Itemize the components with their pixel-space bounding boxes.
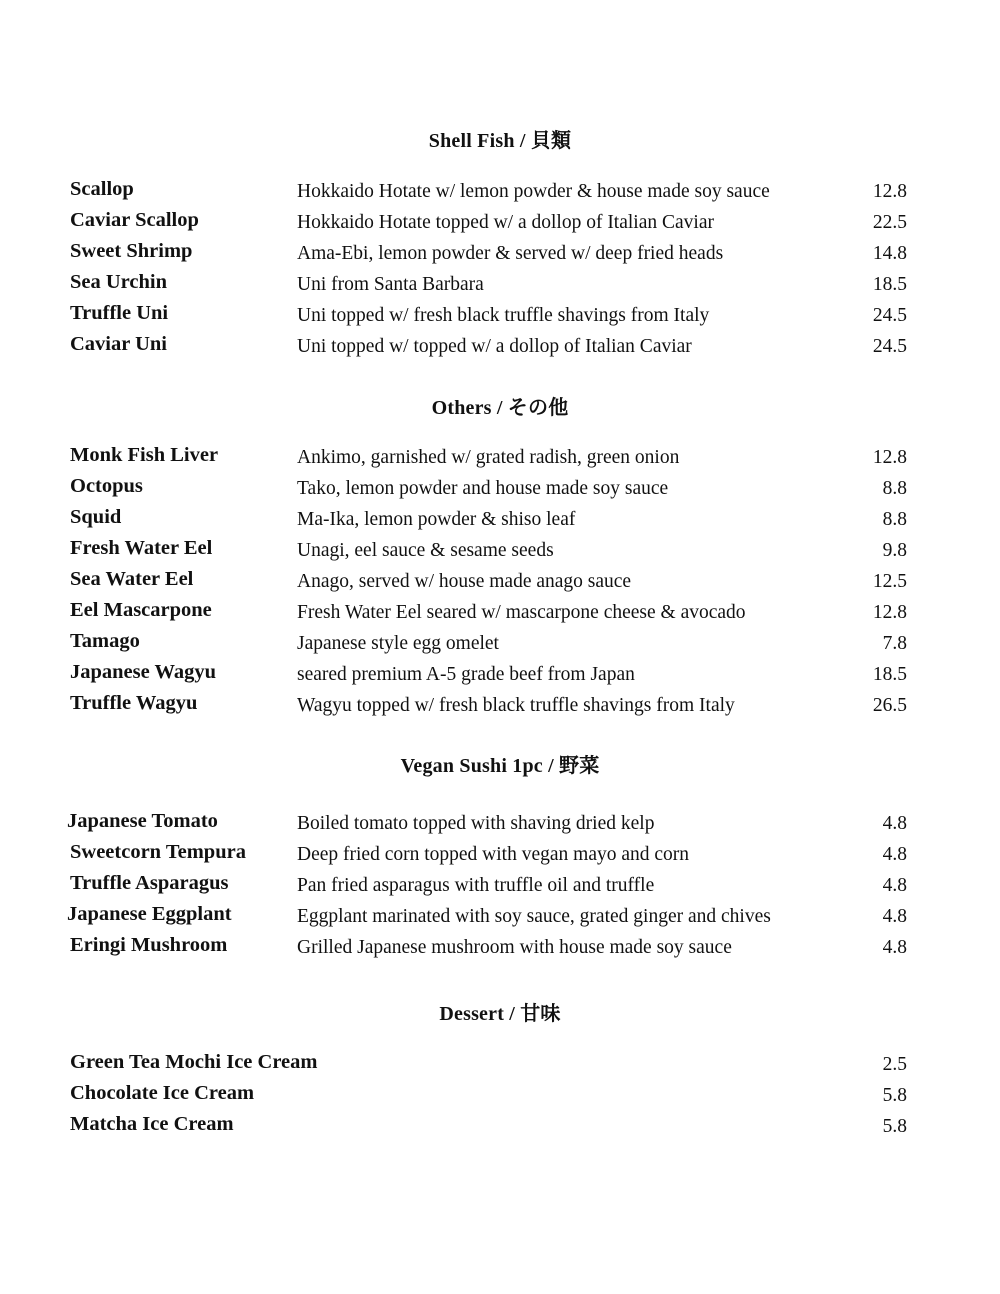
menu-item bbox=[0, 1081, 1000, 1111]
menu-item bbox=[0, 933, 1000, 963]
item-price: 24.5 bbox=[872, 336, 907, 357]
item-price: 4.8 bbox=[882, 937, 907, 958]
item-price: 14.8 bbox=[872, 243, 907, 264]
item-price: 4.8 bbox=[882, 875, 907, 896]
item-name: Green Tea Mochi Ice Cream bbox=[70, 1051, 318, 1073]
item-price: 8.8 bbox=[882, 478, 907, 499]
menu-item bbox=[0, 567, 1000, 597]
menu-item bbox=[0, 809, 1000, 839]
menu-item bbox=[0, 270, 1000, 300]
menu-item bbox=[0, 1112, 1000, 1142]
item-name: Sea Water Eel bbox=[70, 568, 194, 590]
item-name: Japanese Tomato bbox=[67, 810, 218, 832]
item-name: Truffle Uni bbox=[70, 302, 169, 324]
item-name: Caviar Scallop bbox=[70, 209, 199, 231]
menu-item bbox=[0, 871, 1000, 901]
item-description: Ankimo, garnished w/ grated radish, green onion bbox=[297, 447, 680, 468]
item-price: 12.5 bbox=[872, 571, 907, 592]
item-description: Uni topped w/ fresh black truffle shavings from Italy bbox=[297, 305, 710, 326]
item-name: Eringi Mushroom bbox=[70, 934, 228, 956]
menu-item bbox=[0, 208, 1000, 238]
item-price: 4.8 bbox=[882, 813, 907, 834]
item-name: Fresh Water Eel bbox=[70, 537, 213, 559]
item-name: Eel Mascarpone bbox=[70, 599, 212, 621]
item-description: Japanese style egg omelet bbox=[297, 633, 499, 654]
item-price: 5.8 bbox=[882, 1116, 907, 1137]
item-description: Grilled Japanese mushroom with house made soy sauce bbox=[297, 937, 732, 958]
item-price: 9.8 bbox=[882, 540, 907, 561]
item-name: Sea Urchin bbox=[70, 271, 168, 293]
section-title-dessert: Dessert / 甘味 bbox=[439, 1003, 561, 1025]
menu-item bbox=[0, 840, 1000, 870]
section-title-vegan-sushi: Vegan Sushi 1pc / 野菜 bbox=[400, 755, 600, 777]
item-name: Japanese Wagyu bbox=[70, 661, 217, 683]
item-price: 4.8 bbox=[882, 906, 907, 927]
item-description: Deep fried corn topped with vegan mayo and corn bbox=[297, 844, 690, 865]
menu-item bbox=[0, 1050, 1000, 1080]
item-description: Anago, served w/ house made anago sauce bbox=[297, 571, 632, 592]
menu-item bbox=[0, 332, 1000, 362]
item-name: Chocolate Ice Cream bbox=[70, 1082, 255, 1104]
item-price: 24.5 bbox=[872, 305, 907, 326]
item-price: 8.8 bbox=[882, 509, 907, 530]
item-price: 12.8 bbox=[872, 181, 907, 202]
item-name: Sweetcorn Tempura bbox=[70, 841, 246, 863]
item-price: 2.5 bbox=[882, 1054, 907, 1075]
item-name: Sweet Shrimp bbox=[70, 240, 193, 262]
menu-item bbox=[0, 902, 1000, 932]
menu-item bbox=[0, 660, 1000, 690]
item-description: Fresh Water Eel seared w/ mascarpone cheese & avocado bbox=[297, 602, 746, 623]
menu-item bbox=[0, 598, 1000, 628]
item-name: Octopus bbox=[70, 475, 143, 497]
item-description: Eggplant marinated with soy sauce, grated ginger and chives bbox=[297, 906, 771, 927]
section-title-shell-fish: Shell Fish / 貝類 bbox=[428, 130, 572, 152]
item-price: 12.8 bbox=[872, 602, 907, 623]
menu-item bbox=[0, 443, 1000, 473]
menu-item bbox=[0, 536, 1000, 566]
menu-item bbox=[0, 301, 1000, 331]
item-price: 7.8 bbox=[882, 633, 907, 654]
item-name: Truffle Asparagus bbox=[70, 872, 229, 894]
item-name: Scallop bbox=[70, 178, 134, 200]
item-description: Uni topped w/ topped w/ a dollop of Italian Caviar bbox=[297, 336, 692, 357]
menu-item bbox=[0, 505, 1000, 535]
item-name: Matcha Ice Cream bbox=[70, 1113, 234, 1135]
item-description: Hokkaido Hotate w/ lemon powder & house made soy sauce bbox=[297, 181, 770, 202]
item-description: Boiled tomato topped with shaving dried kelp bbox=[297, 813, 655, 834]
menu-item bbox=[0, 239, 1000, 269]
menu-item bbox=[0, 177, 1000, 207]
item-price: 5.8 bbox=[882, 1085, 907, 1106]
item-name: Squid bbox=[70, 506, 122, 528]
item-description: Hokkaido Hotate topped w/ a dollop of Italian Caviar bbox=[297, 212, 714, 233]
item-description: Ama-Ebi, lemon powder & served w/ deep fried heads bbox=[297, 243, 724, 264]
menu-item bbox=[0, 629, 1000, 659]
item-description: Pan fried asparagus with truffle oil and truffle bbox=[297, 875, 655, 896]
item-description: Uni from Santa Barbara bbox=[297, 274, 484, 295]
section-title-others: Others / その他 bbox=[431, 397, 569, 419]
menu-item bbox=[0, 691, 1000, 721]
item-name: Truffle Wagyu bbox=[70, 692, 198, 714]
item-name: Japanese Eggplant bbox=[67, 903, 232, 925]
item-description: Ma-Ika, lemon powder & shiso leaf bbox=[297, 509, 576, 530]
item-description: Tako, lemon powder and house made soy sauce bbox=[297, 478, 669, 499]
item-name: Caviar Uni bbox=[70, 333, 168, 355]
item-price: 4.8 bbox=[882, 844, 907, 865]
menu-item bbox=[0, 474, 1000, 504]
item-description: seared premium A-5 grade beef from Japan bbox=[297, 664, 635, 685]
item-price: 26.5 bbox=[872, 695, 907, 716]
item-price: 12.8 bbox=[872, 447, 907, 468]
item-name: Tamago bbox=[70, 630, 140, 652]
item-price: 18.5 bbox=[872, 274, 907, 295]
item-description: Unagi, eel sauce & sesame seeds bbox=[297, 540, 554, 561]
item-price: 18.5 bbox=[872, 664, 907, 685]
item-name: Monk Fish Liver bbox=[70, 444, 219, 466]
item-description: Wagyu topped w/ fresh black truffle shavings from Italy bbox=[297, 695, 735, 716]
item-price: 22.5 bbox=[872, 212, 907, 233]
